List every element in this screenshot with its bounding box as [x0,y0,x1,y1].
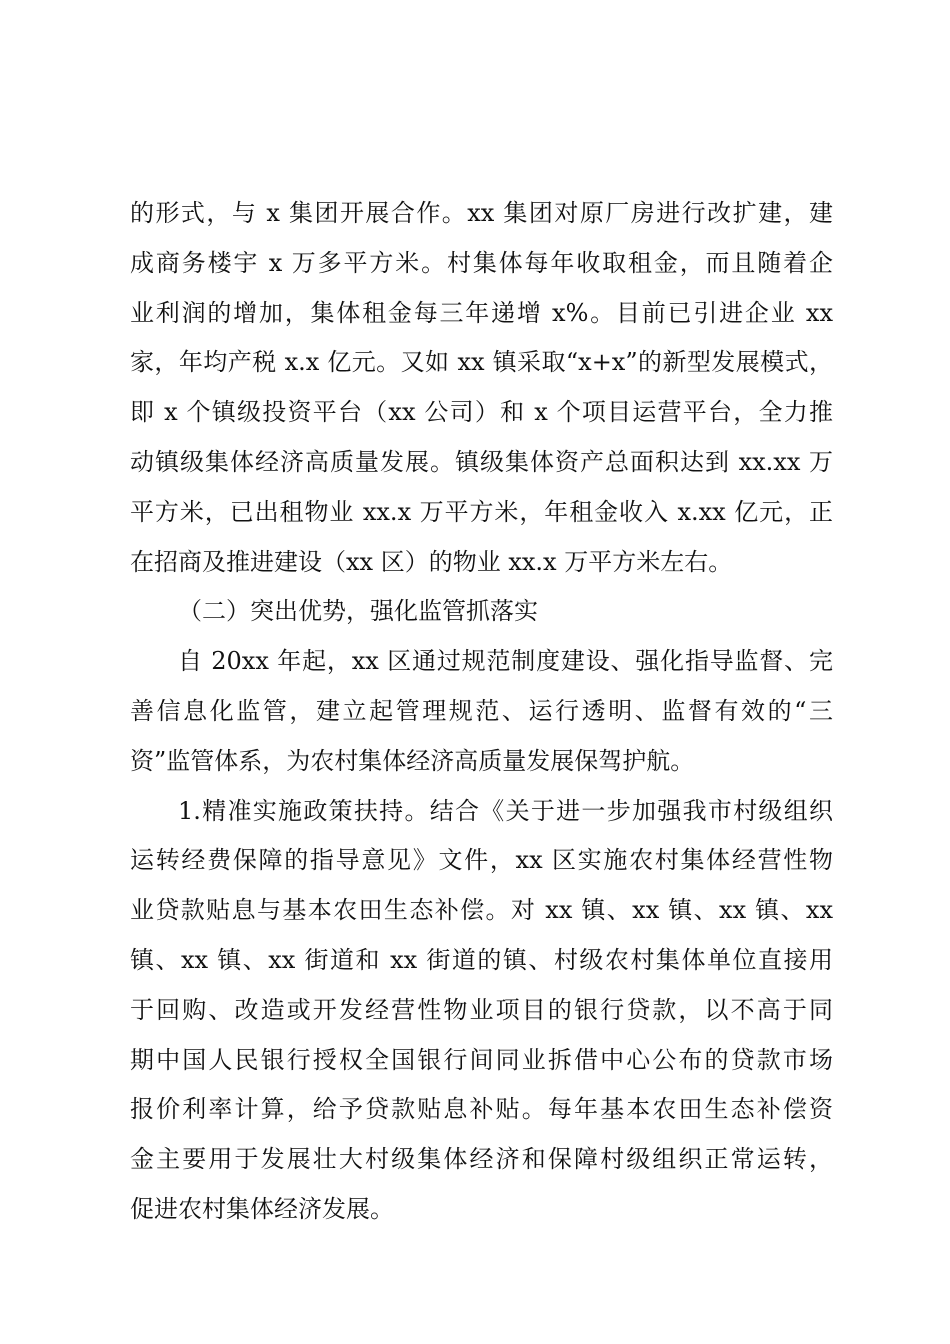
section-heading-2 [130,591,833,641]
text-line: 自 20xx 年起，xx 区通过规范制度建设、强化指导监督、完 [178,647,833,676]
document-body [130,193,833,1239]
text-line: 在招商及推进建设（xx 区）的物业 xx.x 万平方米左右。 [130,547,733,576]
text-line: 报价利率计算，给予贷款贴息补贴。每年基本农田生态补偿资 [130,1095,833,1124]
text-line: 资”监管体系，为农村集体经济高质量发展保驾护航。 [130,746,695,775]
text-line: 促进农村集体经济发展。 [130,1194,394,1223]
text-line: 的形式，与 x 集团开展合作。xx 集团对原厂房进行改扩建，建 [130,199,833,227]
text-line: 成商务楼宇 x 万多平方米。村集体每年收取租金，而且随着企 [130,248,833,277]
paragraph-cooperation-examples [130,193,833,591]
text-line: 家，年均产税 x.x 亿元。又如 xx 镇采取“x+x”的新型发展模式， [130,348,833,377]
text-line: 善信息化监管，建立起管理规范、运行透明、监督有效的“三 [130,696,833,725]
section-heading: （二）突出优势，强化监管抓落实 [178,597,538,626]
paragraph-supervision-system [130,641,833,790]
text-line: 业利润的增加，集体租金每三年递增 x%。目前已引进企业 xx [130,298,833,327]
text-line: 即 x 个镇级投资平台（xx 公司）和 x 个项目运营平台，全力推 [130,398,833,427]
text-line: 平方米，已出租物业 xx.x 万平方米，年租金收入 x.xx 亿元，正 [130,497,833,526]
text-line: 于回购、改造或开发经营性物业项目的银行贷款，以不高于同 [130,995,833,1024]
text-line: 业贷款贴息与基本农田生态补偿。对 xx 镇、xx 镇、xx 镇、xx [130,896,833,925]
text-line: 期中国人民银行授权全国银行间同业拆借中心公布的贷款市场 [130,1045,833,1074]
paragraph-policy-support [130,791,833,1239]
text-line: 镇、xx 镇、xx 街道和 xx 街道的镇、村级农村集体单位直接用 [130,945,833,974]
text-line: 1.精准实施政策扶持。结合《关于进一步加强我市村级组织 [178,796,833,825]
text-line: 动镇级集体经济高质量发展。镇级集体资产总面积达到 xx.xx 万 [130,447,833,476]
text-line: 运转经费保障的指导意见》文件，xx 区实施农村集体经营性物 [130,846,833,875]
text-line: 金主要用于发展壮大村级集体经济和保障村级组织正常运转， [130,1145,833,1174]
